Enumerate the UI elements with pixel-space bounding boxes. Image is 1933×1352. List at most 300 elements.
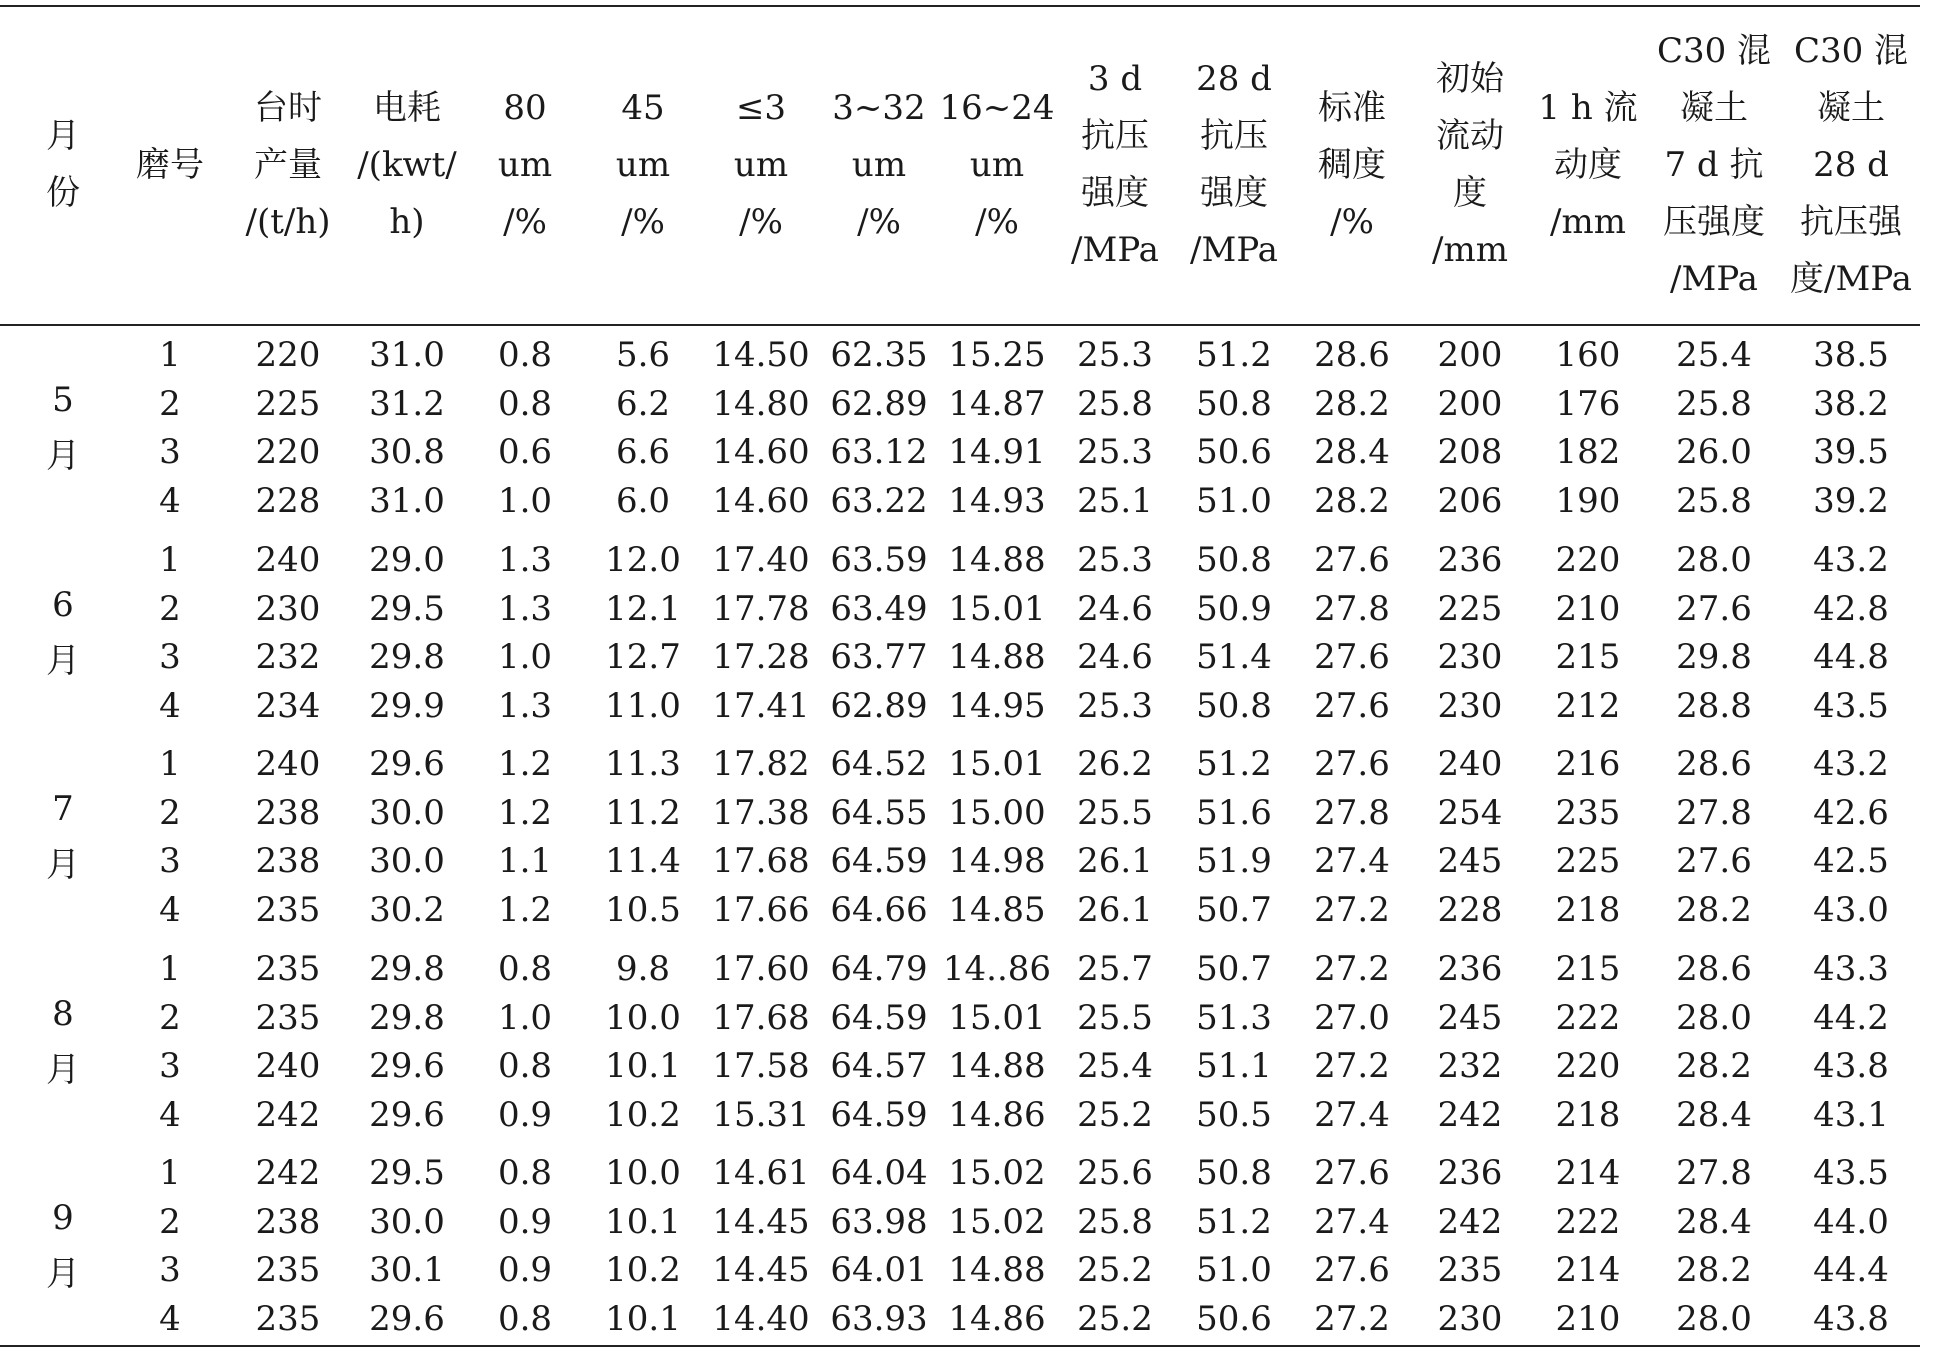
mill-number-cell: 3	[159, 432, 181, 473]
table-cell: 1.3	[497, 588, 553, 629]
table-cell: 27.6	[1314, 686, 1390, 727]
header-line: /MPa	[1670, 258, 1758, 299]
table-cell: 25.8	[1676, 481, 1752, 522]
table-cell: 27.4	[1314, 1095, 1390, 1136]
month-label: 7	[52, 789, 74, 830]
table-cell: 190	[1555, 481, 1621, 522]
table-cell: 17.66	[712, 890, 810, 931]
table-cell: 27.6	[1314, 1250, 1390, 1291]
table-cell: 24.6	[1077, 637, 1153, 678]
table-cell: 232	[255, 637, 321, 678]
table-cell: 42.5	[1813, 841, 1889, 882]
table-cell: 208	[1437, 432, 1503, 473]
table-cell: 51.2	[1196, 335, 1272, 375]
table-cell: 27.8	[1676, 792, 1752, 833]
table-cell: 28.2	[1314, 383, 1390, 424]
table-cell: 0.8	[497, 1153, 553, 1193]
table-cell: 210	[1555, 588, 1621, 629]
table-cell: 17.40	[712, 540, 810, 580]
table-cell: 64.55	[830, 792, 928, 833]
header-line: 抗压	[1081, 116, 1149, 156]
table-cell: 25.7	[1077, 949, 1153, 989]
table-cell: 1.3	[497, 540, 553, 580]
header-line: 份	[46, 173, 80, 213]
table-cell: 43.3	[1813, 949, 1889, 989]
table-cell: 28.0	[1676, 997, 1752, 1038]
header-line: 1 h 流	[1538, 87, 1638, 128]
table-cell: 51.9	[1196, 841, 1272, 882]
table-cell: 28.4	[1314, 432, 1390, 473]
table-cell: 15.02	[948, 1153, 1046, 1193]
header-line: um	[497, 144, 553, 185]
table-cell: 206	[1437, 481, 1503, 522]
table-cell: 1.3	[497, 686, 553, 727]
table-cell: 28.2	[1676, 890, 1752, 931]
table-cell: 25.5	[1077, 997, 1153, 1038]
table-cell: 51.0	[1196, 1250, 1272, 1291]
month-cell	[23, 537, 103, 729]
table-cell: 10.0	[605, 997, 681, 1038]
table-cell: 236	[1437, 949, 1503, 989]
mill-number-cell: 1	[159, 540, 181, 580]
table-cell: 230	[1437, 686, 1503, 727]
table-cell: 0.9	[497, 1250, 553, 1291]
month-label: 6	[52, 585, 74, 626]
header-line: um	[615, 144, 671, 185]
table-cell: 1.0	[497, 637, 553, 678]
table-cell: 28.6	[1314, 335, 1390, 375]
header-line: /mm	[1432, 230, 1508, 270]
table-cell: 236	[1437, 1153, 1503, 1193]
table-cell: 30.8	[369, 432, 445, 473]
month-label: 9	[52, 1198, 74, 1239]
table-cell: 43.8	[1813, 1046, 1889, 1087]
mill-number-cell: 4	[159, 481, 181, 522]
header-line: 16~24	[939, 87, 1055, 128]
table-cell: 29.8	[369, 949, 445, 989]
table-cell: 25.3	[1077, 432, 1153, 473]
table-cell: 14.88	[948, 1046, 1046, 1087]
month-label: 月	[46, 1254, 80, 1295]
table-cell: 15.01	[948, 588, 1046, 629]
header-line: /MPa	[1071, 230, 1159, 270]
month-label: 月	[46, 436, 80, 477]
table-cell: 63.49	[830, 588, 928, 629]
header-line: C30 混	[1793, 30, 1909, 71]
table-cell: 64.79	[830, 949, 928, 989]
table-cell: 64.59	[830, 841, 928, 882]
table-cell: 15.00	[948, 792, 1046, 833]
mill-number-cell: 3	[159, 637, 181, 678]
table-cell: 200	[1437, 383, 1503, 424]
table-cell: 25.6	[1077, 1153, 1153, 1193]
month-label: 月	[46, 641, 80, 682]
table-cell: 235	[255, 890, 321, 931]
mill-number-cell: 3	[159, 1046, 181, 1087]
header-cell	[1175, 8, 1293, 322]
table-cell: 63.93	[830, 1299, 928, 1340]
header-line: /mm	[1550, 201, 1626, 242]
table-cell: 225	[1437, 588, 1503, 629]
table-cell: 235	[1555, 792, 1621, 833]
table-cell: 242	[1437, 1095, 1503, 1136]
table-cell: 230	[1437, 1299, 1503, 1340]
header-line: 凝土	[1817, 87, 1885, 128]
table-cell: 1.2	[497, 744, 553, 784]
header-line: /MPa	[1190, 230, 1278, 270]
table-cell: 14.86	[948, 1299, 1046, 1340]
table-cell: 215	[1555, 637, 1621, 678]
table-cell: 43.8	[1813, 1299, 1889, 1340]
mill-number-cell: 2	[159, 588, 181, 629]
table-cell: 15.01	[948, 744, 1046, 784]
table-cell: 50.5	[1196, 1095, 1272, 1136]
header-line: 抗压	[1200, 116, 1268, 156]
mill-number-cell: 2	[159, 1201, 181, 1242]
header-line: um	[851, 144, 907, 185]
table-cell: 30.0	[369, 1201, 445, 1242]
header-line: um	[969, 144, 1025, 185]
header-line: 强度	[1200, 173, 1268, 213]
header-line: 80	[503, 87, 547, 128]
table-cell: 0.6	[497, 432, 553, 473]
table-cell: 51.3	[1196, 997, 1272, 1038]
header-line: /%	[503, 201, 547, 242]
header-line: 稠度	[1318, 144, 1386, 185]
table-cell: 50.8	[1196, 1153, 1272, 1193]
header-cell	[1059, 8, 1171, 322]
table-cell: 218	[1555, 1095, 1621, 1136]
table-cell: 50.6	[1196, 432, 1272, 473]
table-cell: 31.0	[369, 335, 445, 375]
month-label: 5	[52, 380, 74, 421]
table-cell: 0.9	[497, 1095, 553, 1136]
table-cell: 44.0	[1813, 1201, 1889, 1242]
header-line: 台时	[254, 87, 322, 128]
table-cell: 230	[255, 588, 321, 629]
table-cell: 25.2	[1077, 1095, 1153, 1136]
table-cell: 240	[1437, 744, 1503, 784]
table-cell: 29.6	[369, 744, 445, 784]
bottom-rule	[0, 1345, 1920, 1347]
mill-number-cell: 3	[159, 1250, 181, 1291]
month-cell	[23, 1150, 103, 1342]
table-cell: 14.40	[712, 1299, 810, 1340]
table-cell: 43.5	[1813, 686, 1889, 727]
table-cell: 17.60	[712, 949, 810, 989]
table-cell: 51.0	[1196, 481, 1272, 522]
table-cell: 63.59	[830, 540, 928, 580]
month-cell	[23, 741, 103, 933]
table-cell: 27.6	[1676, 588, 1752, 629]
header-cell	[1781, 8, 1921, 322]
table-cell: 28.2	[1676, 1250, 1752, 1291]
table-cell: 30.1	[369, 1250, 445, 1291]
table-cell: 12.0	[605, 540, 681, 580]
table-cell: 200	[1437, 335, 1503, 375]
table-cell: 28.6	[1676, 744, 1752, 784]
header-cell	[348, 8, 466, 322]
table-cell: 10.2	[605, 1250, 681, 1291]
table-cell: 25.8	[1077, 1201, 1153, 1242]
table-cell: 26.1	[1077, 841, 1153, 882]
table-cell: 14.85	[948, 890, 1046, 931]
header-line: /%	[739, 201, 783, 242]
table-cell: 30.0	[369, 792, 445, 833]
table-cell: 6.2	[615, 383, 671, 424]
table-cell: 228	[255, 481, 321, 522]
header-cell	[120, 8, 220, 322]
mill-number-cell: 4	[159, 1095, 181, 1136]
table-cell: 64.52	[830, 744, 928, 784]
table-cell: 38.5	[1813, 335, 1889, 375]
table-cell: 50.9	[1196, 588, 1272, 629]
table-cell: 50.7	[1196, 949, 1272, 989]
table-cell: 30.2	[369, 890, 445, 931]
table-cell: 27.6	[1676, 841, 1752, 882]
table-cell: 29.6	[369, 1046, 445, 1087]
table-cell: 25.8	[1676, 383, 1752, 424]
mill-number-cell: 2	[159, 997, 181, 1038]
header-cell	[1532, 8, 1644, 322]
table-cell: 28.8	[1676, 686, 1752, 727]
table-cell: 50.7	[1196, 890, 1272, 931]
header-line: 流动	[1436, 116, 1504, 156]
table-cell: 51.2	[1196, 744, 1272, 784]
header-line: 抗压强	[1800, 201, 1902, 242]
table-cell: 235	[255, 1299, 321, 1340]
table-cell: 10.1	[605, 1201, 681, 1242]
table-cell: 15.31	[712, 1095, 810, 1136]
header-line: /%	[857, 201, 901, 242]
table-cell: 240	[255, 1046, 321, 1087]
table-cell: 222	[1555, 1201, 1621, 1242]
header-line: 3 d	[1087, 59, 1143, 99]
table-cell: 64.59	[830, 1095, 928, 1136]
table-cell: 28.2	[1314, 481, 1390, 522]
header-cell	[705, 8, 817, 322]
header-cell	[938, 8, 1056, 322]
table-cell: 29.8	[369, 637, 445, 678]
header-line: /%	[621, 201, 665, 242]
table-cell: 214	[1555, 1153, 1621, 1193]
table-cell: 44.4	[1813, 1250, 1889, 1291]
table-cell: 235	[1437, 1250, 1503, 1291]
table-cell: 220	[255, 335, 321, 375]
table-cell: 15.01	[948, 997, 1046, 1038]
header-line: /(kwt/	[357, 144, 457, 185]
table-cell: 12.1	[605, 588, 681, 629]
header-cell	[1296, 8, 1408, 322]
table-cell: 63.12	[830, 432, 928, 473]
header-line: C30 混	[1656, 30, 1772, 71]
table-cell: 50.6	[1196, 1299, 1272, 1340]
table-cell: 26.0	[1676, 432, 1752, 473]
table-cell: 210	[1555, 1299, 1621, 1340]
table-cell: 6.0	[615, 481, 671, 522]
table-cell: 240	[255, 540, 321, 580]
table-cell: 236	[1437, 540, 1503, 580]
table-cell: 242	[255, 1095, 321, 1136]
table-cell: 27.6	[1314, 1153, 1390, 1193]
header-line: 初始	[1436, 59, 1504, 99]
table-cell: 63.77	[830, 637, 928, 678]
table-cell: 27.8	[1676, 1153, 1752, 1193]
table-cell: 225	[1555, 841, 1621, 882]
table-cell: 240	[255, 744, 321, 784]
mill-number-cell: 1	[159, 335, 181, 375]
table-cell: 39.5	[1813, 432, 1889, 473]
table-cell: 62.35	[830, 335, 928, 375]
table-cell: 64.04	[830, 1153, 928, 1193]
table-cell: 1.2	[497, 890, 553, 931]
header-cell	[587, 8, 699, 322]
month-label: 月	[46, 845, 80, 886]
table-cell: 17.68	[712, 997, 810, 1038]
table-cell: 64.01	[830, 1250, 928, 1291]
month-cell	[23, 946, 103, 1138]
header-line: 月	[46, 116, 80, 156]
header-cell	[823, 8, 935, 322]
table-cell: 14.91	[948, 432, 1046, 473]
table-cell: 216	[1555, 744, 1621, 784]
table-cell: 29.8	[369, 997, 445, 1038]
table-cell: 14.93	[948, 481, 1046, 522]
table-cell: 1.2	[497, 792, 553, 833]
table-cell: 5.6	[615, 335, 671, 375]
table-cell: 220	[255, 432, 321, 473]
table-cell: 50.8	[1196, 383, 1272, 424]
table-cell: 17.78	[712, 588, 810, 629]
header-line: 强度	[1081, 173, 1149, 213]
table-cell: 30.0	[369, 841, 445, 882]
table-cell: 11.3	[605, 744, 681, 784]
table-cell: 222	[1555, 997, 1621, 1038]
mill-number-cell: 3	[159, 841, 181, 882]
table-cell: 62.89	[830, 383, 928, 424]
header-cell	[469, 8, 581, 322]
table-cell: 24.6	[1077, 588, 1153, 629]
table-cell: 38.2	[1813, 383, 1889, 424]
table-cell: 9.8	[615, 949, 671, 989]
table-cell: 17.68	[712, 841, 810, 882]
header-line: 度	[1453, 173, 1487, 213]
table-cell: 28.4	[1676, 1201, 1752, 1242]
table-cell: 220	[1555, 1046, 1621, 1087]
table-cell: 14.87	[948, 383, 1046, 424]
table-cell: 26.2	[1077, 744, 1153, 784]
table-cell: 25.4	[1676, 335, 1752, 375]
table-cell: 245	[1437, 997, 1503, 1038]
mill-number-cell: 1	[159, 949, 181, 989]
table-cell: 39.2	[1813, 481, 1889, 522]
table-cell: 14.86	[948, 1095, 1046, 1136]
header-line: h)	[389, 201, 425, 242]
table-cell: 28.2	[1676, 1046, 1752, 1087]
table-cell: 44.8	[1813, 637, 1889, 678]
table-cell: 51.4	[1196, 637, 1272, 678]
table-cell: 11.0	[605, 686, 681, 727]
table-cell: 27.2	[1314, 949, 1390, 989]
table-cell: 25.3	[1077, 540, 1153, 580]
table-cell: 182	[1555, 432, 1621, 473]
table-cell: 42.8	[1813, 588, 1889, 629]
table-cell: 27.6	[1314, 637, 1390, 678]
mill-number-cell: 4	[159, 890, 181, 931]
table-cell: 29.8	[1676, 637, 1752, 678]
header-line: 7 d 抗	[1664, 144, 1764, 185]
header-line: 凝土	[1680, 87, 1748, 128]
table-cell: 1.0	[497, 481, 553, 522]
table-cell: 27.6	[1314, 540, 1390, 580]
table-cell: 50.8	[1196, 540, 1272, 580]
header-line: 45	[621, 87, 665, 128]
table-cell: 6.6	[615, 432, 671, 473]
table-cell: 17.58	[712, 1046, 810, 1087]
table-cell: 27.4	[1314, 1201, 1390, 1242]
table-cell: 10.0	[605, 1153, 681, 1193]
table-cell: 14.61	[712, 1153, 810, 1193]
table-cell: 64.66	[830, 890, 928, 931]
table-cell: 225	[255, 383, 321, 424]
table-cell: 25.5	[1077, 792, 1153, 833]
table-cell: 242	[1437, 1201, 1503, 1242]
table-cell: 1.0	[497, 997, 553, 1038]
table-cell: 14.88	[948, 1250, 1046, 1291]
table-cell: 14.88	[948, 540, 1046, 580]
table-cell: 235	[255, 997, 321, 1038]
table-cell: 14..86	[942, 949, 1052, 989]
table-cell: 17.38	[712, 792, 810, 833]
table-cell: 25.1	[1077, 481, 1153, 522]
month-label: 月	[46, 1050, 80, 1091]
header-cell	[229, 8, 347, 322]
table-cell: 234	[255, 686, 321, 727]
header-line: /%	[975, 201, 1019, 242]
table-cell: 11.4	[605, 841, 681, 882]
header-line: ≤3	[735, 87, 787, 128]
header-line: 电耗	[373, 87, 441, 128]
header-line: 动度	[1554, 144, 1622, 185]
table-cell: 245	[1437, 841, 1503, 882]
table-cell: 26.1	[1077, 890, 1153, 931]
month-cell	[23, 332, 103, 524]
table-cell: 29.6	[369, 1299, 445, 1340]
header-line: um	[733, 144, 789, 185]
header-cell	[13, 8, 113, 322]
table-cell: 17.82	[712, 744, 810, 784]
header-line: 3~32	[832, 87, 926, 128]
mill-number-cell: 1	[159, 1153, 181, 1193]
table-cell: 17.41	[712, 686, 810, 727]
table-cell: 10.2	[605, 1095, 681, 1136]
table-cell: 14.60	[712, 432, 810, 473]
table-cell: 28.0	[1676, 540, 1752, 580]
table-cell: 14.50	[712, 335, 810, 375]
table-cell: 14.60	[712, 481, 810, 522]
table-cell: 254	[1437, 792, 1503, 833]
table-cell: 214	[1555, 1250, 1621, 1291]
table-cell: 27.8	[1314, 792, 1390, 833]
header-cell	[1647, 8, 1781, 322]
table-cell: 44.2	[1813, 997, 1889, 1038]
table-cell: 17.28	[712, 637, 810, 678]
table-cell: 25.3	[1077, 686, 1153, 727]
table-cell: 27.8	[1314, 588, 1390, 629]
table-cell: 28.0	[1676, 1299, 1752, 1340]
table-cell: 0.8	[497, 383, 553, 424]
table-cell: 235	[255, 1250, 321, 1291]
